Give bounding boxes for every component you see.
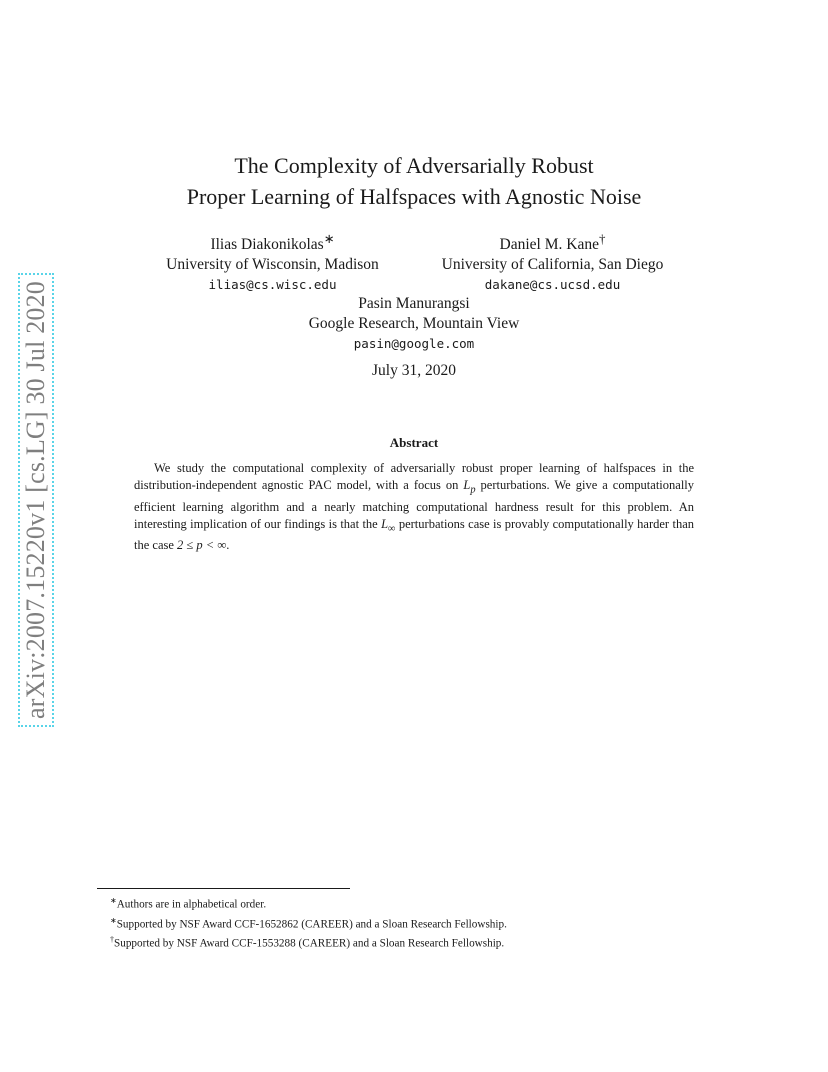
abstract-text: We study the computational complexity of adversarially robust proper learning of halfspaces in the distribution-independent agnostic PAC model, with a focus on $L_p$ perturbations. We give a computationally efficient learning algorithm and a nearly matching computational hardness result for this problem. An interesting implication of our findings is that the $L_\infty$ perturbations case is provably computationally harder than the case 2 ≤ p < ∞. (134, 461, 695, 552)
author-email[interactable]: ilias@cs.wisc.edu (208, 277, 337, 293)
author-block-2 (415, 229, 690, 295)
footnote-3: †Supported by NSF Award CCF-1553288 (CAREER) and a Sloan Research Fellowship. (110, 935, 505, 951)
title-line-1: The Complexity of Adversarially Robust (234, 153, 594, 178)
title-line-2: Proper Learning of Halfspaces with Agnostic Noise (186, 184, 642, 209)
author-affiliation: University of Wisconsin, Madison (166, 256, 379, 274)
author-email[interactable]: dakane@cs.ucsd.edu (484, 277, 621, 293)
author-affiliation: University of California, San Diego (441, 256, 664, 274)
footnote-marker: † (598, 231, 606, 246)
paper-title (0, 150, 828, 212)
author-affiliation: Google Research, Mountain View (308, 315, 520, 332)
footnote-2: ∗Supported by NSF Award CCF-1652862 (CAREER) and a Sloan Research Fellowship. (110, 915, 507, 931)
paper-date: July 31, 2020 (372, 362, 456, 379)
footnote-marker: ∗ (323, 231, 335, 246)
footnote-rule (97, 888, 350, 889)
author-block-1 (140, 229, 405, 295)
footnote-1: ∗Authors are in alphabetical order. (110, 896, 267, 911)
author-name: Pasin Manurangsi (358, 295, 470, 312)
author-email[interactable]: pasin@google.com (353, 336, 475, 351)
author-name: Ilias Diakonikolas∗ (210, 231, 335, 254)
footnotes (110, 893, 730, 952)
author-block-3 (264, 294, 564, 354)
p-condition: 2 ≤ p < ∞ (177, 538, 227, 552)
lp-symbol: $L_p$ (463, 478, 476, 496)
author-name: Daniel M. Kane† (499, 231, 606, 254)
abstract-heading: Abstract (389, 435, 439, 450)
linf-symbol: $L_\infty$ (381, 516, 396, 534)
arxiv-identifier-stamp: arXiv:2007.15220v1 [cs.LG] 30 Jul 2020 (18, 273, 54, 727)
